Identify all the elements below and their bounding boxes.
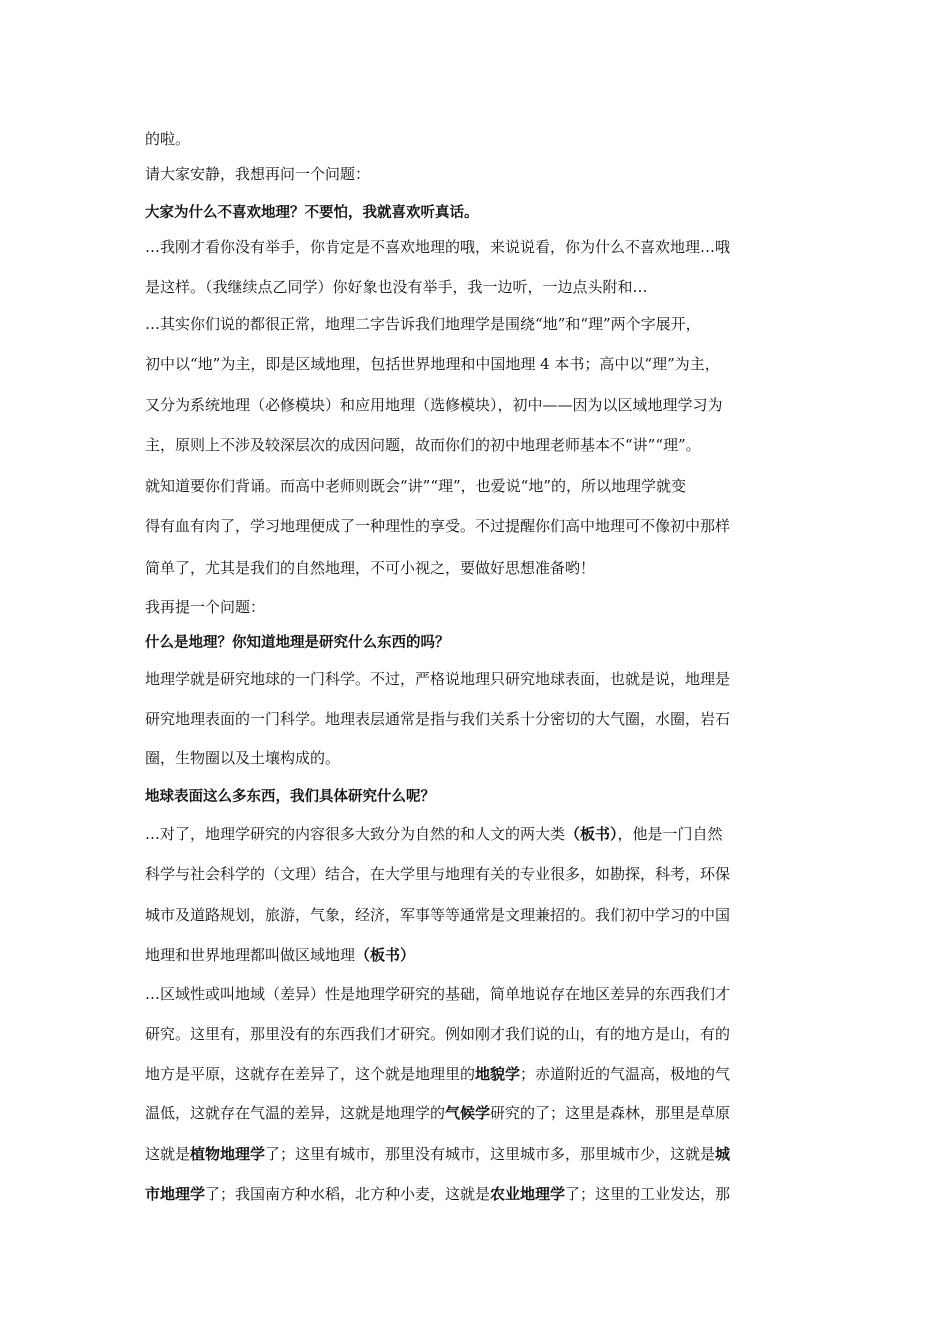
text-segment: 地方是平原，这就存在差异了，这个就是地理里的 bbox=[145, 1065, 476, 1083]
emphasis-term: 城 bbox=[715, 1145, 731, 1163]
body-text-line: 的啦。 bbox=[145, 130, 191, 148]
text-segment: 温低，这就存在气温的差异，这就是地理学的 bbox=[145, 1104, 446, 1122]
body-text-line bbox=[145, 1063, 825, 1085]
body-text-line: 初中以“地”为主，即是区域地理，包括世界地理和中国地理 4 本书；高中以“理”为主， bbox=[145, 355, 720, 373]
question-heading: 地球表面这么多东西，我们具体研究什么呢？ bbox=[145, 789, 435, 805]
body-text-line bbox=[145, 944, 825, 966]
body-text-line: 又分为系统地理（必修模块）和应用地理（选修模块），初中——因为以区域地理学习为 bbox=[145, 396, 723, 414]
body-text-line: 圈，生物圈以及土壤构成的。 bbox=[145, 749, 341, 767]
body-text-line: 地理学就是研究地球的一门科学。不过，严格说地理只研究地球表面，也就是说，地理是 bbox=[145, 670, 731, 688]
body-text-line: 研究。这里有，那里没有的东西我们才研究。例如刚才我们说的山，有的地方是山，有的 bbox=[145, 1025, 731, 1043]
body-text-line bbox=[145, 1143, 825, 1165]
text-segment: ，他是一门自然 bbox=[617, 825, 723, 843]
text-segment: 了；这里有城市，那里没有城市，这里城市多，那里城市少，这就是 bbox=[265, 1145, 716, 1163]
body-text-line: 研究地理表面的一门科学。地理表层通常是指与我们关系十分密切的大气圈，水圈，岩石 bbox=[145, 710, 731, 728]
emphasis-term: 植物地理学 bbox=[190, 1145, 266, 1163]
emphasis-term: （板书） bbox=[355, 946, 416, 964]
body-text-line: 科学与社会科学的（文理）结合，在大学里与地理有关的专业很多，如勘探，科考，环保 bbox=[145, 865, 731, 883]
emphasis-term: 气候学 bbox=[445, 1104, 491, 1122]
body-text-line: …区域性或叫地域（差异）性是地理学研究的基础，简单地说存在地区差异的东西我们才 bbox=[145, 985, 731, 1003]
body-text-line: 主，原则上不涉及较深层次的成因问题，故而你们的初中地理老师基本不“讲”“理”。 bbox=[145, 436, 701, 454]
emphasis-term: 市地理学 bbox=[145, 1185, 206, 1203]
text-segment: 了；我国南方种水稻，北方种小麦，这就是 bbox=[205, 1185, 491, 1203]
text-segment: 研究的了；这里是森林，那里是草原 bbox=[490, 1104, 731, 1122]
body-text-line: …其实你们说的都很正常，地理二字告诉我们地理学是围绕“地”和“理”两个字展开， bbox=[145, 315, 701, 333]
text-segment: 地理和世界地理都叫做区域地理 bbox=[145, 946, 356, 964]
body-text-line: 是这样。（我继续点乙同学）你好象也没有举手，我一边听，一边点头附和… bbox=[145, 278, 648, 296]
body-text-line: …我刚才看你没有举手，你肯定是不喜欢地理的哦，来说说看，你为什么不喜欢地理…哦 bbox=[145, 238, 731, 256]
text-segment: …对了，地理学研究的内容很多大致分为自然的和人文的两大类 bbox=[145, 825, 566, 843]
body-text-line: 我再提一个问题： bbox=[145, 598, 266, 616]
text-segment: ；赤道附近的气温高，极地的气 bbox=[520, 1065, 731, 1083]
emphasis-term: 农业地理学 bbox=[490, 1185, 566, 1203]
body-text-line: 城市及道路规划，旅游，气象，经济，军事等等通常是文理兼招的。我们初中学习的中国 bbox=[145, 906, 731, 924]
body-text-line bbox=[145, 1102, 825, 1124]
body-text-line: 请大家安静，我想再问一个问题： bbox=[145, 165, 371, 183]
body-text-line bbox=[145, 823, 825, 845]
body-text-line: 简单了，尤其是我们的自然地理，不可小视之，要做好思想准备哟！ bbox=[145, 559, 596, 577]
question-heading: 大家为什么不喜欢地理？不要怕，我就喜欢听真话。 bbox=[145, 205, 479, 221]
question-heading: 什么是地理？你知道地理是研究什么东西的吗？ bbox=[145, 635, 450, 651]
body-text-line: 就知道要你们背诵。而高中老师则既会“讲”“理”，也爱说“地”的，所以地理学就变 bbox=[145, 477, 687, 495]
text-segment: 这就是 bbox=[145, 1145, 191, 1163]
text-segment: 了；这里的工业发达，那 bbox=[565, 1185, 731, 1203]
body-text-line bbox=[145, 1183, 825, 1205]
emphasis-term: 地貌学 bbox=[475, 1065, 521, 1083]
emphasis-term: （板书） bbox=[565, 825, 618, 843]
body-text-line: 得有血有肉了，学习地理便成了一种理性的享受。不过提醒你们高中地理可不像初中那样 bbox=[145, 517, 731, 535]
